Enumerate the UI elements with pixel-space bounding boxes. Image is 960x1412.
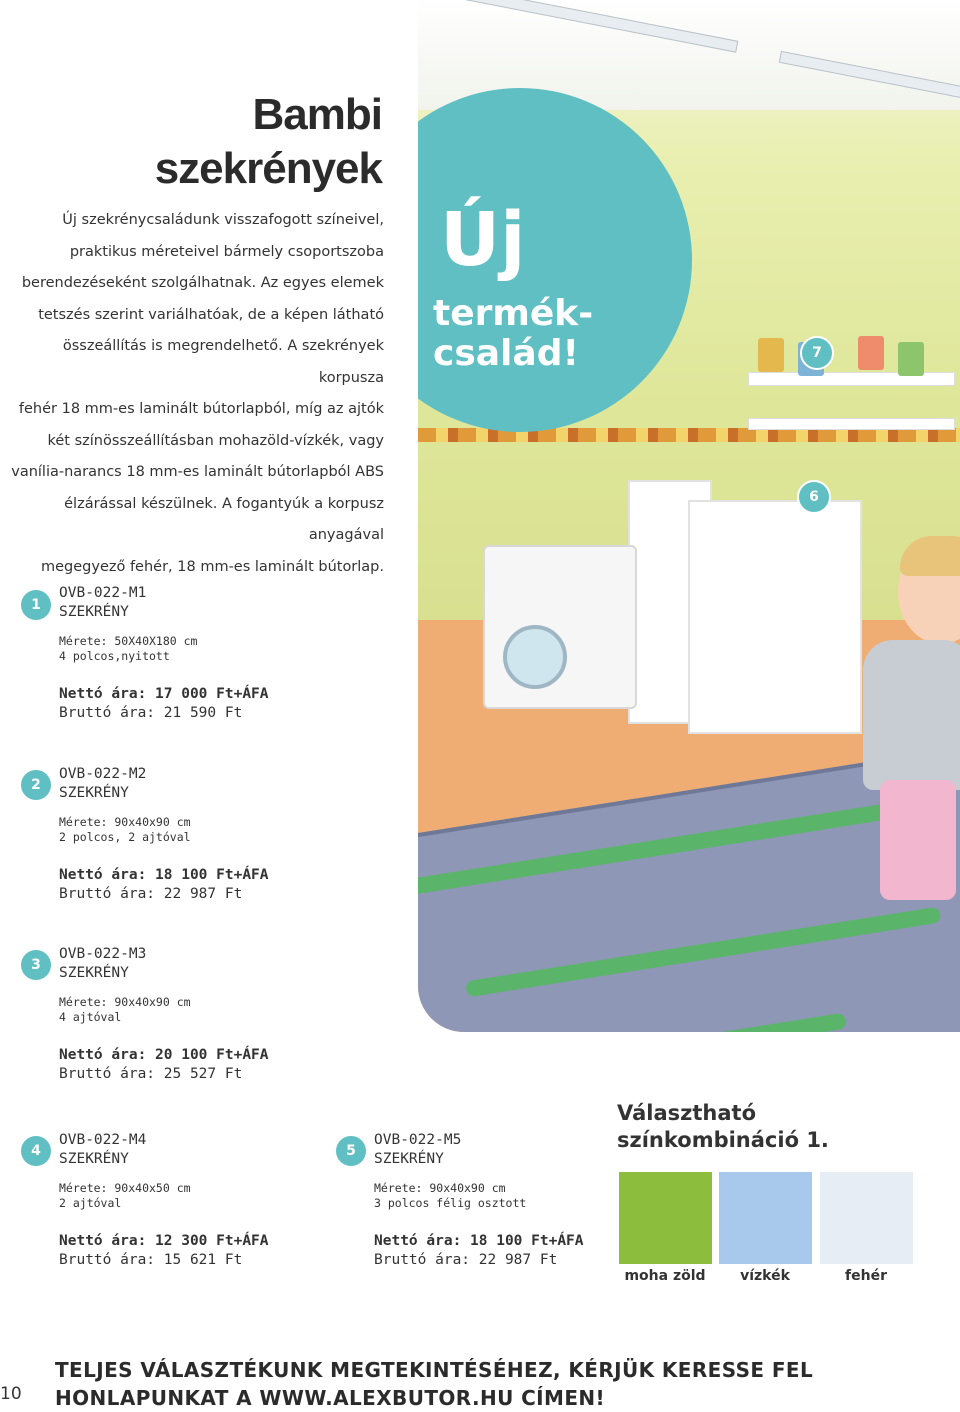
product-size: Mérete: 50X40X180 cm: [59, 634, 198, 648]
product-block-3: [59, 945, 269, 1084]
product-label: SZEKRÉNY: [59, 965, 129, 981]
product-gross-price: Bruttó ára: 22 987 Ft: [374, 1252, 558, 1268]
badge-subtitle-line-2: család!: [433, 333, 579, 374]
product-size: Mérete: 90x40x90 cm: [59, 815, 191, 829]
swatch-label: vízkék: [740, 1268, 790, 1284]
badge-new-label: Új: [440, 197, 526, 283]
product-note: 4 polcos,nyitott: [59, 649, 170, 663]
book: [898, 342, 924, 376]
swatch-moha-zold: [619, 1172, 712, 1264]
child-legs: [880, 780, 956, 900]
product-note: 2 ajtóval: [59, 1196, 122, 1210]
product-number-badge: 5: [336, 1136, 366, 1166]
product-block-1: [59, 584, 269, 723]
intro-line: tetszés szerint variálhatóak, de a képen látható: [38, 306, 384, 323]
product-note: 3 polcos félig osztott: [374, 1196, 527, 1210]
badge-subtitle-line-1: termék-: [433, 293, 594, 334]
color-combo-title: [617, 1100, 829, 1154]
product-note: 2 polcos, 2 ajtóval: [59, 830, 191, 844]
carpet-road: [430, 1013, 847, 1032]
product-block-4: [59, 1131, 269, 1270]
product-number-badge: 2: [21, 770, 51, 800]
product-net-price: Nettó ára: 18 100 Ft+ÁFA: [374, 1233, 584, 1249]
wall-shelf: [748, 372, 955, 386]
child-body: [863, 640, 960, 790]
title-line-2: szekrények: [154, 144, 382, 193]
book: [758, 338, 784, 372]
product-number-badge: 1: [21, 590, 51, 620]
product-net-price: Nettó ára: 20 100 Ft+ÁFA: [59, 1047, 269, 1063]
intro-line: vanília-narancs 18 mm-es laminált bútorlapból ABS: [11, 464, 384, 480]
photo-marker-6: 6: [797, 480, 831, 514]
carpet-road: [465, 906, 942, 997]
product-block-2: [59, 765, 269, 904]
shelf-unit: [688, 500, 862, 734]
product-gross-price: Bruttó ára: 22 987 Ft: [59, 886, 243, 902]
color-combo-title-line-1: Választható: [617, 1101, 756, 1125]
footer-line-2: HONLAPUNKAT A WWW.ALEXBUTOR.HU CÍMEN!: [55, 1386, 606, 1410]
product-code: OVB-022-M4: [59, 1132, 147, 1148]
title-line-1: Bambi: [252, 90, 382, 139]
footer-cta: [55, 1356, 813, 1412]
page-number: 10: [0, 1384, 22, 1404]
swatch-label: moha zöld: [624, 1268, 706, 1284]
product-size: Mérete: 90x40x50 cm: [59, 1181, 191, 1195]
badge-subtitle: [433, 294, 593, 374]
product-label: SZEKRÉNY: [59, 785, 129, 801]
product-code: OVB-022-M3: [59, 946, 147, 962]
product-block-5: [374, 1131, 584, 1270]
color-combo-title-line-2: színkombináció 1.: [617, 1128, 829, 1152]
product-gross-price: Bruttó ára: 25 527 Ft: [59, 1066, 243, 1082]
product-code: OVB-022-M2: [59, 766, 147, 782]
product-gross-price: Bruttó ára: 15 621 Ft: [59, 1252, 243, 1268]
intro-line: megegyező fehér, 18 mm-es laminált bútorlap.: [40, 558, 384, 575]
book: [858, 336, 884, 370]
product-net-price: Nettó ára: 17 000 Ft+ÁFA: [59, 686, 269, 702]
toy-washer: [503, 625, 567, 689]
page-title: [155, 88, 382, 196]
swatch-label: fehér: [845, 1268, 887, 1284]
product-note: 4 ajtóval: [59, 1010, 122, 1024]
swatch-vizkek: [719, 1172, 812, 1264]
product-label: SZEKRÉNY: [59, 1151, 129, 1167]
footer-line-1: TELJES VÁLASZTÉKUNK MEGTEKINTÉSÉHEZ, KÉRJÜK KERESSE FEL: [55, 1358, 814, 1382]
intro-line: Új szekrénycsaládunk visszafogott színeivel,: [62, 212, 384, 228]
product-size: Mérete: 90x40x90 cm: [374, 1181, 506, 1195]
intro-line: élzárással készülnek. A fogantyúk a korpusz anyagával: [64, 495, 384, 543]
intro-line: két színösszeállításban mohazöld-vízkék, vagy: [47, 432, 384, 449]
product-gross-price: Bruttó ára: 21 590 Ft: [59, 705, 243, 721]
product-code: OVB-022-M1: [59, 585, 147, 601]
product-label: SZEKRÉNY: [59, 604, 129, 620]
intro-line: praktikus méreteivel bármely csoportszoba: [69, 243, 384, 260]
photo-marker-7: 7: [800, 336, 834, 370]
intro-paragraph: [0, 205, 384, 583]
toy-kitchen: [483, 545, 637, 709]
intro-line: berendezéseként szolgálhatnak. Az egyes elemek: [21, 275, 384, 291]
swatch-feher: [820, 1172, 913, 1264]
product-label: SZEKRÉNY: [374, 1151, 444, 1167]
product-number-badge: 4: [21, 1136, 51, 1166]
product-number-badge: 3: [21, 950, 51, 980]
product-code: OVB-022-M5: [374, 1132, 462, 1148]
wall-shelf: [748, 418, 955, 430]
intro-line: összeállítás is megrendelhető. A szekrények korpusza: [62, 338, 384, 386]
product-size: Mérete: 90x40x90 cm: [59, 995, 191, 1009]
intro-line: fehér 18 mm-es laminált bútorlapból, míg az ajtók: [18, 401, 384, 417]
product-net-price: Nettó ára: 18 100 Ft+ÁFA: [59, 867, 269, 883]
product-net-price: Nettó ára: 12 300 Ft+ÁFA: [59, 1233, 269, 1249]
